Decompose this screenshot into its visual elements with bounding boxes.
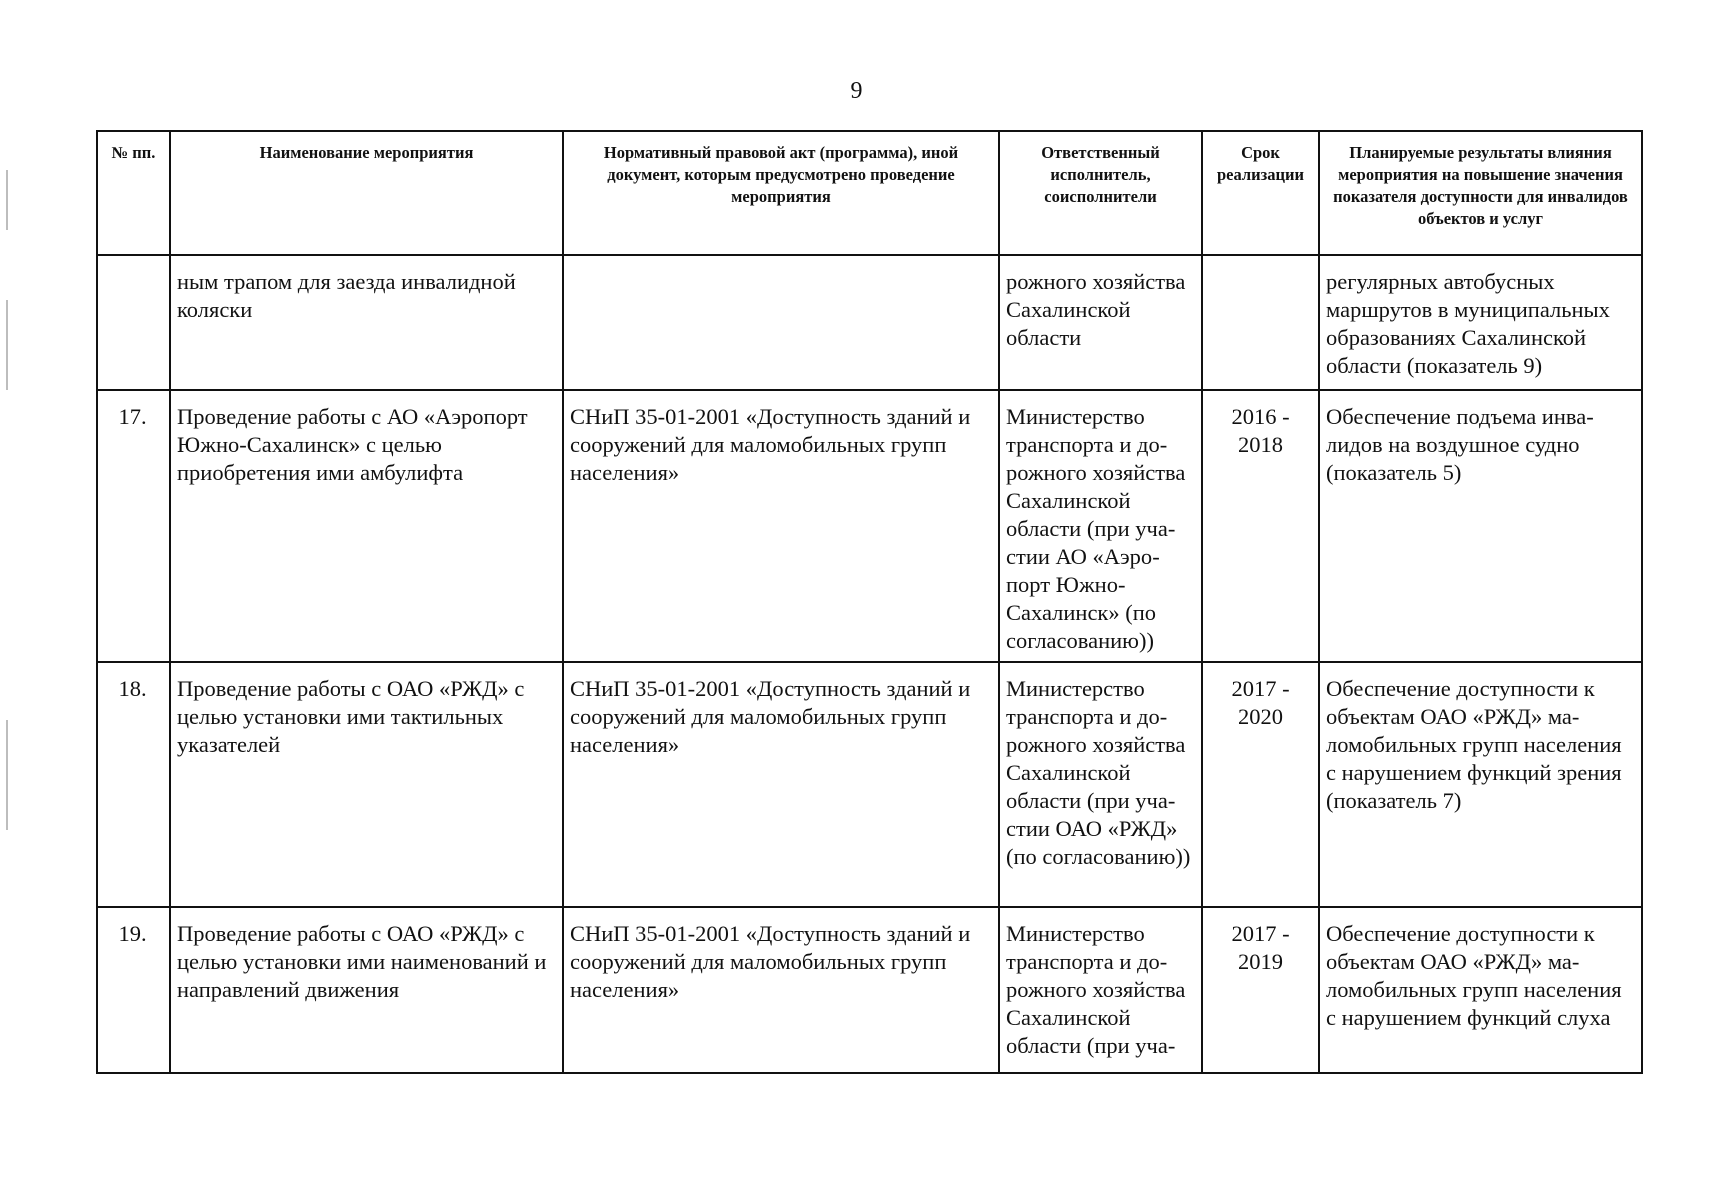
executor: Министерство транспорта и дорожного хозяйства Сахалинской области (при уча- <box>999 907 1202 1073</box>
row-number: 18. <box>97 662 170 907</box>
header-number: № пп. <box>97 131 170 255</box>
header-results: Планируемые результаты влияния мероприятия на повышение значения показателя доступности для инвалидов объектов и услуг <box>1319 131 1642 255</box>
planned-result: регулярных автобусных маршрутов в муниципальных образованиях Сахалинской области (показатель 9) <box>1319 255 1642 390</box>
period: 2017 - 2019 <box>1202 907 1319 1073</box>
measure-name: Проведение работы с АО «Аэропорт Южно-Сахалинск» с целью приобретения ими амбулифта <box>170 390 563 662</box>
planned-result: Обеспечение доступности к объектам ОАО «РЖД» маломобильных групп населения с нарушением функций слуха <box>1319 907 1642 1073</box>
measure-name: Проведение работы с ОАО «РЖД» с целью установки ими тактильных указателей <box>170 662 563 907</box>
table-header-row <box>97 131 1642 255</box>
row-number <box>97 255 170 390</box>
table-row <box>97 390 1642 662</box>
legal-act: СНиП 35-01-2001 «Доступность зданий и сооружений для маломобильных групп населения» <box>563 907 999 1073</box>
table-row <box>97 255 1642 390</box>
legal-act: СНиП 35-01-2001 «Доступность зданий и сооружений для маломобильных групп населения» <box>563 662 999 907</box>
legal-act <box>563 255 999 390</box>
period: 2016 - 2018 <box>1202 390 1319 662</box>
header-measure-name: Наименование мероприятия <box>170 131 563 255</box>
executor: Министерство транспорта и дорожного хозяйства Сахалинской области (при участии ОАО «РЖД» (по согласованию)) <box>999 662 1202 907</box>
scan-edge-mark <box>6 720 8 830</box>
executor: рожного хозяйства Сахалинской области <box>999 255 1202 390</box>
table-row <box>97 907 1642 1073</box>
measures-table <box>96 130 1643 1074</box>
header-legal-act: Нормативный правовой акт (программа), иной документ, которым предусмотрено проведение мероприятия <box>563 131 999 255</box>
period <box>1202 255 1319 390</box>
period: 2017 - 2020 <box>1202 662 1319 907</box>
scan-edge-mark <box>6 170 8 230</box>
row-number: 19. <box>97 907 170 1073</box>
legal-act: СНиП 35-01-2001 «Доступность зданий и сооружений для маломобильных групп населения» <box>563 390 999 662</box>
page-number: 9 <box>850 78 863 104</box>
planned-result: Обеспечение доступности к объектам ОАО «РЖД» маломобильных групп населения с нарушением функций зрения (показатель 7) <box>1319 662 1642 907</box>
planned-result: Обеспечение подъема инвалидов на воздушное судно (показатель 5) <box>1319 390 1642 662</box>
header-period: Срок реализации <box>1202 131 1319 255</box>
executor: Министерство транспорта и дорожного хозяйства Сахалинской области (при участии АО «Аэропорт Южно-Сахалинск» (по согласованию)) <box>999 390 1202 662</box>
measure-name: ным трапом для заезда инвалидной коляски <box>170 255 563 390</box>
table-row <box>97 662 1642 907</box>
scan-edge-mark <box>6 300 8 390</box>
header-executor: Ответственный исполнитель, соисполнители <box>999 131 1202 255</box>
row-number: 17. <box>97 390 170 662</box>
measure-name: Проведение работы с ОАО «РЖД» с целью установки ими наименований и направлений движения <box>170 907 563 1073</box>
